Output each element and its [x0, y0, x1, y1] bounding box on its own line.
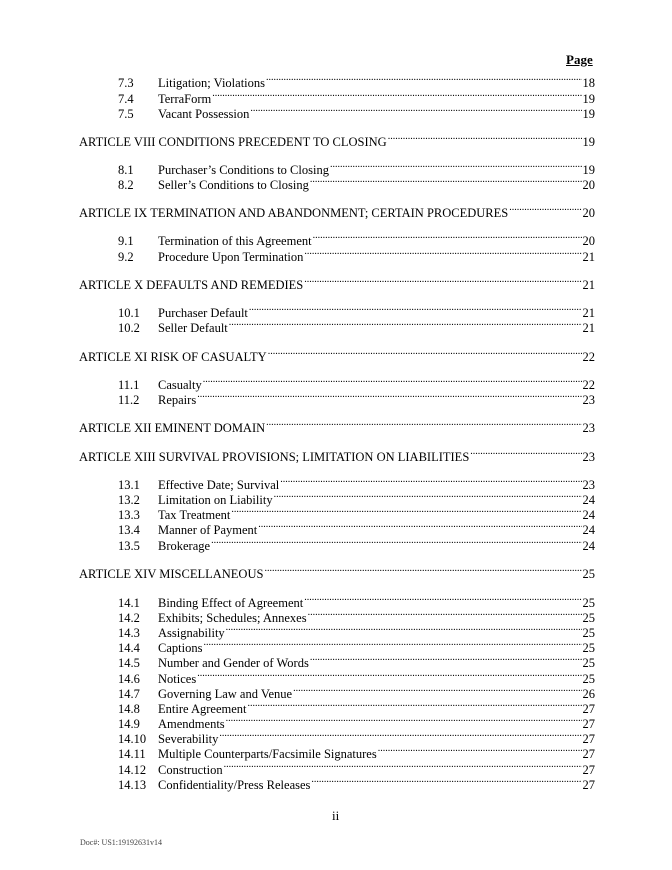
footer-page-number: ii: [332, 808, 340, 823]
dot-leader: [378, 743, 582, 758]
toc-section-number: 14.7: [118, 687, 140, 701]
toc-entry-title: Exhibits; Schedules; Annexes: [158, 611, 307, 625]
toc-section-number: 14.10: [118, 732, 147, 746]
toc-section-entry: [118, 389, 595, 408]
toc-page-number: 21: [582, 321, 595, 335]
toc-section-entry: [118, 246, 595, 265]
dot-leader: [470, 446, 581, 461]
toc-entry-title: ARTICLE IX TERMINATION AND ABANDONMENT; CERTAIN PROCEDURES: [79, 206, 509, 220]
dot-leader: [509, 202, 581, 217]
dot-leader: [226, 622, 582, 637]
toc-article-entry: [79, 131, 595, 150]
dot-leader: [311, 774, 581, 789]
page-column-heading: Page: [566, 52, 593, 67]
toc-page-number: 25: [582, 596, 595, 610]
toc-section-number: 7.3: [118, 76, 134, 90]
dot-leader: [211, 535, 581, 550]
toc-entry-title: Vacant Possession: [158, 107, 250, 121]
toc-page-number: 20: [582, 206, 595, 220]
dot-leader: [330, 159, 582, 174]
toc-page-number: 23: [582, 450, 595, 464]
dot-leader: [268, 346, 582, 361]
toc-entry-title: Brokerage: [158, 539, 211, 553]
toc-page-number: 19: [582, 107, 595, 121]
toc-page-number: 18: [582, 76, 595, 90]
dot-leader: [249, 302, 582, 317]
toc-page-number: 21: [582, 278, 595, 292]
dot-leader: [250, 103, 581, 118]
dot-leader: [229, 317, 582, 332]
toc-section-entry: [118, 774, 595, 793]
toc-section-number: 11.1: [118, 378, 140, 392]
toc-entry-title: Amendments: [158, 717, 225, 731]
toc-entry-title: Purchaser’s Conditions to Closing: [158, 163, 329, 177]
dot-leader: [258, 519, 581, 534]
toc-section-number: 13.1: [118, 478, 140, 492]
toc-page-number: 25: [582, 567, 595, 581]
toc-section-number: 13.2: [118, 493, 140, 507]
dot-leader: [304, 246, 581, 261]
toc-section-number: 14.1: [118, 596, 140, 610]
toc-entry-title: ARTICLE X DEFAULTS AND REMEDIES: [79, 278, 304, 292]
toc-entry-title: Notices: [158, 672, 197, 686]
toc-section-entry: [118, 317, 595, 336]
dot-leader: [219, 728, 581, 743]
toc-article-entry: [79, 346, 595, 365]
toc-section-entry: [118, 103, 595, 122]
dot-leader: [231, 504, 581, 519]
dot-leader: [226, 713, 582, 728]
dot-leader: [248, 698, 582, 713]
toc-section-number: 14.3: [118, 626, 140, 640]
document-id: Doc#: US1:19192631v14: [80, 838, 162, 847]
toc-page-number: 20: [582, 234, 595, 248]
dot-leader: [308, 607, 582, 622]
toc-section-number: 7.5: [118, 107, 134, 121]
toc-page-number: 24: [582, 523, 595, 537]
toc-entry-title: Construction: [158, 763, 223, 777]
toc-section-entry: [118, 174, 595, 193]
toc-entry-title: Multiple Counterparts/Facsimile Signatures: [158, 747, 377, 761]
toc-section-number: 14.8: [118, 702, 140, 716]
toc-page-number: 27: [582, 717, 595, 731]
toc-entry-title: ARTICLE XIV MISCELLANEOUS: [79, 567, 264, 581]
toc-page-number: 19: [582, 92, 595, 106]
toc-page-number: 22: [582, 378, 595, 392]
toc-article-entry: [79, 274, 595, 293]
toc-page-number: 24: [582, 493, 595, 507]
toc-entry-title: TerraForm: [158, 92, 212, 106]
toc-entry-title: Seller’s Conditions to Closing: [158, 178, 309, 192]
toc-section-number: 7.4: [118, 92, 134, 106]
dot-leader: [388, 131, 582, 146]
toc-page-number: 27: [582, 702, 595, 716]
toc-page-number: 24: [582, 539, 595, 553]
toc-entry-title: Captions: [158, 641, 203, 655]
toc-section-number: 14.11: [118, 747, 146, 761]
toc-entry-title: Effective Date; Survival: [158, 478, 280, 492]
toc-section-number: 13.4: [118, 523, 140, 537]
toc-page-number: 19: [582, 135, 595, 149]
toc-entry-title: Binding Effect of Agreement: [158, 596, 304, 610]
dot-leader: [197, 389, 581, 404]
dot-leader: [274, 489, 582, 504]
toc-entry-title: ARTICLE VIII CONDITIONS PRECEDENT TO CLOSING: [79, 135, 387, 149]
toc-entry-title: Assignability: [158, 626, 225, 640]
dot-leader: [280, 474, 581, 489]
dot-leader: [293, 683, 581, 698]
toc-article-entry: [79, 202, 595, 221]
toc-page-number: 25: [582, 626, 595, 640]
toc-entry-title: Procedure Upon Termination: [158, 250, 304, 264]
toc-page-number: 21: [582, 250, 595, 264]
toc-section-number: 11.2: [118, 393, 140, 407]
toc-section-number: 9.1: [118, 234, 134, 248]
toc-page-number: 27: [582, 732, 595, 746]
toc-article-entry: [79, 563, 595, 582]
toc-section-number: 10.1: [118, 306, 140, 320]
toc-entry-title: Termination of this Agreement: [158, 234, 312, 248]
dot-leader: [313, 230, 582, 245]
toc-entry-title: Tax Treatment: [158, 508, 231, 522]
toc-page-number: 27: [582, 747, 595, 761]
dot-leader: [266, 72, 581, 87]
dot-leader: [224, 759, 582, 774]
toc-section-number: 14.2: [118, 611, 140, 625]
toc-page-number: 23: [582, 393, 595, 407]
toc-page-number: 24: [582, 508, 595, 522]
toc-section-number: 13.3: [118, 508, 140, 522]
toc-entry-title: ARTICLE XI RISK OF CASUALTY: [79, 350, 267, 364]
toc-section-entry: [118, 535, 595, 554]
toc-page-number: 25: [582, 656, 595, 670]
toc-entry-title: ARTICLE XII EMINENT DOMAIN: [79, 421, 266, 435]
toc-page-number: 20: [582, 178, 595, 192]
toc-section-number: 14.9: [118, 717, 140, 731]
dot-leader: [304, 274, 581, 289]
toc-page-number: 21: [582, 306, 595, 320]
toc-section-number: 10.2: [118, 321, 140, 335]
toc-page-number: 23: [582, 421, 595, 435]
toc-article-entry: [79, 417, 595, 436]
dot-leader: [304, 592, 581, 607]
toc-page-number: 22: [582, 350, 595, 364]
toc-section-number: 13.5: [118, 539, 140, 553]
toc-entry-title: Manner of Payment: [158, 523, 258, 537]
toc-entry-title: ARTICLE XIII SURVIVAL PROVISIONS; LIMITATION ON LIABILITIES: [79, 450, 470, 464]
toc-page-number: 19: [582, 163, 595, 177]
toc-section-number: 14.12: [118, 763, 147, 777]
toc-section-number: 8.2: [118, 178, 134, 192]
toc-section-number: 14.4: [118, 641, 140, 655]
toc-entry-title: Number and Gender of Words: [158, 656, 309, 670]
toc-section-number: 14.6: [118, 672, 140, 686]
toc-page-number: 25: [582, 672, 595, 686]
dot-leader: [266, 417, 581, 432]
toc-entry-title: Entire Agreement: [158, 702, 247, 716]
toc-entry-title: Confidentiality/Press Releases: [158, 778, 311, 792]
toc-article-entry: [79, 446, 595, 465]
toc-entry-title: Governing Law and Venue: [158, 687, 293, 701]
toc-entry-title: Severability: [158, 732, 219, 746]
toc-page-number: 23: [582, 478, 595, 492]
toc-page-number: 27: [582, 778, 595, 792]
toc-section-number: 14.13: [118, 778, 147, 792]
toc-section-number: 8.1: [118, 163, 134, 177]
toc-section-number: 9.2: [118, 250, 134, 264]
dot-leader: [197, 668, 581, 683]
dot-leader: [264, 563, 581, 578]
dot-leader: [310, 174, 582, 189]
toc-entry-title: Purchaser Default: [158, 306, 248, 320]
toc-entry-title: Seller Default: [158, 321, 228, 335]
toc-entry-title: Limitation on Liability: [158, 493, 273, 507]
toc-entry-title: Litigation; Violations: [158, 76, 266, 90]
dot-leader: [212, 88, 581, 103]
toc-page-number: 27: [582, 763, 595, 777]
toc-entry-title: Repairs: [158, 393, 197, 407]
toc-page-number: 25: [582, 611, 595, 625]
dot-leader: [203, 374, 582, 389]
toc-section-number: 14.5: [118, 656, 140, 670]
dot-leader: [203, 637, 581, 652]
toc-entry-title: Casualty: [158, 378, 202, 392]
dot-leader: [310, 652, 582, 667]
toc-page-number: 26: [582, 687, 595, 701]
toc-page-number: 25: [582, 641, 595, 655]
